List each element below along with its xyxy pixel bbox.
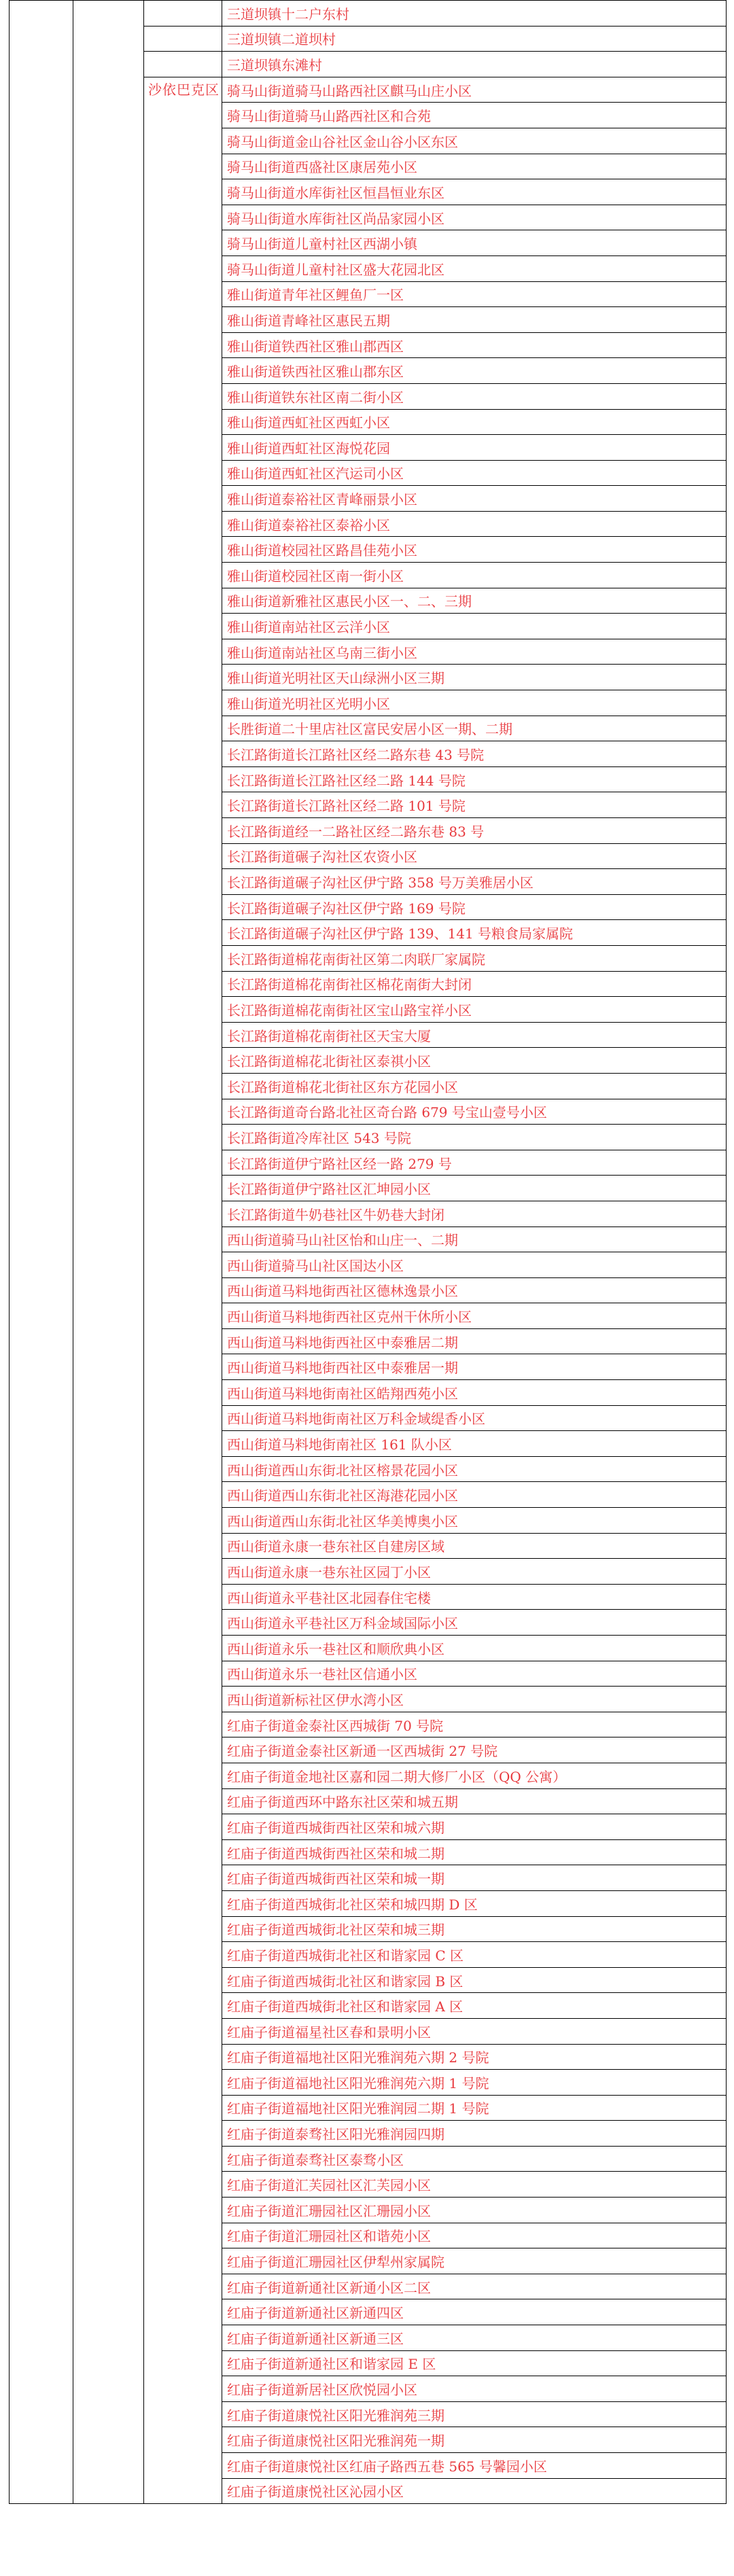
community-name-cell: 西山街道马料地街南社区万科金域缇香小区 [222, 1405, 727, 1431]
community-name-cell: 红庙子街道汇珊园社区和谐苑小区 [222, 2223, 727, 2248]
community-name-cell: 西山街道马料地街西社区中泰雅居一期 [222, 1354, 727, 1380]
community-name-cell: 雅山街道新雅社区惠民小区一、二、三期 [222, 588, 727, 614]
empty-column-cell [73, 1, 144, 2504]
table-body [10, 1, 727, 2504]
community-name-cell: 雅山街道泰裕社区青峰丽景小区 [222, 486, 727, 512]
community-name-cell: 红庙子街道泰骛社区泰骛小区 [222, 2146, 727, 2172]
community-name-cell: 长胜街道二十里店社区富民安居小区一期、二期 [222, 716, 727, 741]
community-name-cell: 红庙子街道金地社区嘉和园二期大修厂小区（QQ 公寓） [222, 1763, 727, 1788]
empty-district-cell [144, 1, 222, 27]
community-name-cell: 长江路街道长江路社区经二路 101 号院 [222, 792, 727, 818]
community-name-cell: 雅山街道西虹社区海悦花园 [222, 435, 727, 461]
community-name-cell: 红庙子街道西城街北社区荣和城四期 D 区 [222, 1890, 727, 1916]
community-name-cell: 雅山街道光明社区光明小区 [222, 690, 727, 716]
community-name-cell: 西山街道西山东街北社区海港花园小区 [222, 1482, 727, 1508]
community-name-cell: 西山街道骑马山社区怡和山庄一、二期 [222, 1227, 727, 1252]
empty-district-cell [144, 26, 222, 52]
community-name-cell: 雅山街道青峰社区惠民五期 [222, 307, 727, 333]
community-name-cell: 西山街道永乐一巷社区信通小区 [222, 1661, 727, 1687]
community-name-cell: 红庙子街道汇芙园社区汇芙园小区 [222, 2172, 727, 2198]
empty-district-cell [144, 52, 222, 77]
community-name-cell: 西山街道永平巷社区北园春住宅楼 [222, 1584, 727, 1610]
community-name-cell: 长江路街道棉花南街社区棉花南街大封闭 [222, 971, 727, 997]
community-name-cell: 红庙子街道新通社区新通三区 [222, 2325, 727, 2351]
community-name-cell: 红庙子街道新通社区新通四区 [222, 2299, 727, 2325]
community-name-cell: 红庙子街道西城街北社区和谐家园 B 区 [222, 1967, 727, 1993]
community-name-cell: 红庙子街道西城街西社区荣和城六期 [222, 1814, 727, 1840]
community-name-cell: 长江路街道长江路社区经二路东巷 43 号院 [222, 741, 727, 767]
community-name-cell: 三道坝镇十二户东村 [222, 1, 727, 27]
community-name-cell: 雅山街道校园社区路昌佳苑小区 [222, 537, 727, 563]
community-name-cell: 西山街道永乐一巷社区和顺欣典小区 [222, 1636, 727, 1661]
community-name-cell: 西山街道西山东街北社区华美博奥小区 [222, 1508, 727, 1534]
community-name-cell: 红庙子街道新居社区欣悦园小区 [222, 2376, 727, 2402]
community-name-cell: 长江路街道伊宁路社区汇坤园小区 [222, 1176, 727, 1201]
community-name-cell: 红庙子街道西城街西社区荣和城一期 [222, 1865, 727, 1891]
community-name-cell: 雅山街道光明社区天山绿洲小区三期 [222, 665, 727, 690]
community-name-cell: 西山街道马料地街南社区皓翔西苑小区 [222, 1380, 727, 1406]
community-name-cell: 红庙子街道西环中路东社区荣和城五期 [222, 1788, 727, 1814]
community-name-cell: 红庙子街道福地社区阳光雅润苑六期 1 号院 [222, 2070, 727, 2096]
community-name-cell: 红庙子街道西城街北社区荣和城三期 [222, 1916, 727, 1942]
community-name-cell: 雅山街道青年社区鲤鱼厂一区 [222, 281, 727, 307]
community-name-cell: 长江路街道碾子沟社区伊宁路 358 号万美雅居小区 [222, 869, 727, 895]
community-name-cell: 雅山街道校园社区南一街小区 [222, 563, 727, 588]
community-name-cell: 西山街道新标社区伊水湾小区 [222, 1687, 727, 1712]
community-name-cell: 长江路街道棉花南街社区天宝大厦 [222, 1022, 727, 1048]
community-name-cell: 西山街道马料地街西社区克州干休所小区 [222, 1303, 727, 1329]
community-name-cell: 红庙子街道西城街西社区荣和城二期 [222, 1839, 727, 1865]
community-name-cell: 红庙子街道金泰社区新通一区西城街 27 号院 [222, 1737, 727, 1763]
community-list-table [9, 0, 727, 2504]
community-name-cell: 长江路街道碾子沟社区伊宁路 169 号院 [222, 894, 727, 920]
community-name-cell: 雅山街道铁西社区雅山郡西区 [222, 332, 727, 358]
community-name-cell: 雅山街道西虹社区汽运司小区 [222, 460, 727, 486]
community-name-cell: 骑马山街道水库街社区恒昌恒业东区 [222, 179, 727, 205]
community-name-cell: 长江路街道奇台路北社区奇台路 679 号宝山壹号小区 [222, 1099, 727, 1125]
community-name-cell: 雅山街道泰裕社区泰裕小区 [222, 511, 727, 537]
community-name-cell: 红庙子街道汇珊园社区汇珊园小区 [222, 2198, 727, 2223]
community-name-cell: 雅山街道铁东社区南二街小区 [222, 383, 727, 409]
district-cell: 沙依巴克区 [144, 77, 222, 2503]
community-name-cell: 西山街道永康一巷东社区自建房区域 [222, 1533, 727, 1559]
community-name-cell: 红庙子街道泰骛社区阳光雅润园四期 [222, 2121, 727, 2147]
community-name-cell: 骑马山街道水库街社区尚品家园小区 [222, 205, 727, 230]
community-name-cell: 雅山街道铁西社区雅山郡东区 [222, 358, 727, 384]
community-name-cell: 西山街道西山东街北社区榕景花园小区 [222, 1456, 727, 1482]
community-name-cell: 红庙子街道康悦社区阳光雅润苑一期 [222, 2427, 727, 2453]
community-name-cell: 红庙子街道康悦社区阳光雅润苑三期 [222, 2401, 727, 2427]
community-name-cell: 红庙子街道福星社区春和景明小区 [222, 2018, 727, 2044]
community-name-cell: 西山街道马料地街南社区 161 队小区 [222, 1431, 727, 1457]
community-name-cell: 长江路街道棉花北街社区东方花园小区 [222, 1073, 727, 1099]
community-name-cell: 红庙子街道福地社区阳光雅润园二期 1 号院 [222, 2095, 727, 2121]
community-name-cell: 西山街道骑马山社区国达小区 [222, 1252, 727, 1278]
community-name-cell: 红庙子街道金泰社区西城街 70 号院 [222, 1712, 727, 1737]
community-name-cell: 长江路街道棉花南街社区第二肉联厂家属院 [222, 945, 727, 971]
community-name-cell: 三道坝镇二道坝村 [222, 26, 727, 52]
community-name-cell: 西山街道马料地街西社区中泰雅居二期 [222, 1328, 727, 1354]
community-name-cell: 骑马山街道儿童村社区西湖小镇 [222, 230, 727, 256]
community-name-cell: 长江路街道碾子沟社区农资小区 [222, 843, 727, 869]
community-name-cell: 西山街道永康一巷东社区园丁小区 [222, 1559, 727, 1585]
community-name-cell: 西山街道马料地街西社区德林逸景小区 [222, 1277, 727, 1303]
community-name-cell: 雅山街道西虹社区西虹小区 [222, 409, 727, 435]
community-name-cell: 长江路街道经一二路社区经二路东巷 83 号 [222, 818, 727, 844]
community-name-cell: 红庙子街道西城街北社区和谐家园 A 区 [222, 1993, 727, 2019]
community-name-cell: 红庙子街道福地社区阳光雅润苑六期 2 号院 [222, 2044, 727, 2070]
table-row [10, 1, 727, 27]
community-name-cell: 骑马山街道金山谷社区金山谷小区东区 [222, 128, 727, 154]
community-name-cell: 长江路街道牛奶巷社区牛奶巷大封闭 [222, 1201, 727, 1227]
community-name-cell: 长江路街道棉花北街社区泰祺小区 [222, 1048, 727, 1074]
community-name-cell: 骑马山街道西盛社区康居苑小区 [222, 154, 727, 179]
community-name-cell: 骑马山街道骑马山路西社区和合苑 [222, 103, 727, 128]
community-name-cell: 红庙子街道汇珊园社区伊犁州家属院 [222, 2248, 727, 2274]
community-name-cell: 长江路街道伊宁路社区经一路 279 号 [222, 1150, 727, 1176]
community-name-cell: 红庙子街道西城街北社区和谐家园 C 区 [222, 1942, 727, 1968]
community-name-cell: 红庙子街道康悦社区沁园小区 [222, 2478, 727, 2504]
community-name-cell: 三道坝镇东滩村 [222, 52, 727, 77]
empty-column-cell [10, 1, 73, 2504]
community-name-cell: 长江路街道棉花南街社区宝山路宝祥小区 [222, 997, 727, 1023]
community-name-cell: 雅山街道南站社区云洋小区 [222, 614, 727, 639]
community-name-cell: 长江路街道碾子沟社区伊宁路 139、141 号粮食局家属院 [222, 920, 727, 946]
community-name-cell: 红庙子街道康悦社区红庙子路西五巷 565 号馨园小区 [222, 2453, 727, 2479]
community-name-cell: 西山街道永平巷社区万科金域国际小区 [222, 1610, 727, 1636]
community-name-cell: 长江路街道冷库社区 543 号院 [222, 1125, 727, 1150]
community-name-cell: 雅山街道南站社区乌南三街小区 [222, 639, 727, 665]
community-name-cell: 红庙子街道新通社区新通小区二区 [222, 2274, 727, 2299]
community-name-cell: 骑马山街道儿童村社区盛大花园北区 [222, 255, 727, 281]
community-name-cell: 红庙子街道新通社区和谐家园 E 区 [222, 2350, 727, 2376]
community-name-cell: 长江路街道长江路社区经二路 144 号院 [222, 766, 727, 792]
community-name-cell: 骑马山街道骑马山路西社区麒马山庄小区 [222, 77, 727, 103]
